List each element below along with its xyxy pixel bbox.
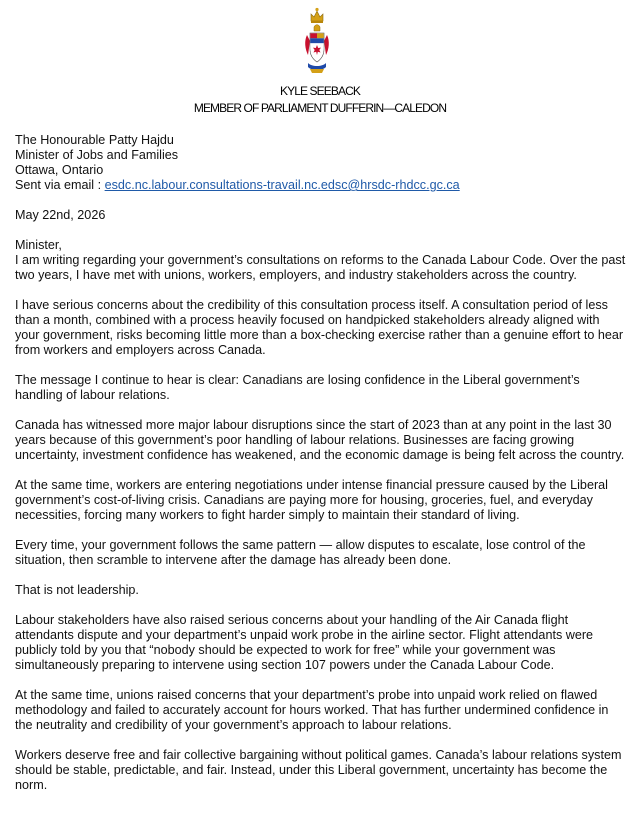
paragraph: Workers deserve free and fair collective bargaining without political games. Canada’s labour relations system should be stable, predictable, and fair. Instead, under this Liberal government, uncertainty has become the norm. xyxy=(15,748,622,792)
paragraph: I have serious concerns about the credibility of this consultation process itself. A consultation period of less than a month, combined with a process heavily focused on handpicked stakeholders already aligned with your government, risks becoming little more than a box-checking exercise rather than a genuine effort to hear from workers and employers across Canada. xyxy=(15,298,624,357)
paragraph: I am writing regarding your government’s consultations on reforms to the Canada Labour Code. Over the past two years, I have met with unions, workers, employers, and industry stakeholders across the country. xyxy=(15,253,626,282)
address-line: Ottawa, Ontario xyxy=(15,163,104,177)
salutation: Minister, xyxy=(15,238,62,252)
coat-of-arms-icon xyxy=(302,5,332,75)
letterhead xyxy=(0,83,640,117)
address-line: Minister of Jobs and Families xyxy=(15,148,179,162)
recipient-address xyxy=(15,133,627,193)
paragraph: Canada has witnessed more major labour disruptions since the start of 2023 than at any point in the last 30 years because of this government’s poor handling of labour relations. Businesses are facing growing uncertainty, investment confidence has weakened, and the economic damage is being felt across the country. xyxy=(15,418,625,462)
email-link[interactable]: esdc.nc.labour.consultations-travail.nc.edsc@hrsdc-rhdcc.gc.ca xyxy=(104,178,460,192)
letter-date: May 22nd, 2026 xyxy=(15,208,106,222)
paragraph: At the same time, workers are entering negotiations under intense financial pressure caused by the Liberal government’s cost-of-living crisis. Canadians are paying more for housing, groceries, fuel, and everyday necessities, forcing many workers to fight harder simply to maintain their standard of living. xyxy=(15,478,608,522)
paragraph: Every time, your government follows the same pattern — allow disputes to escalate, lose control of the situation, then scramble to intervene after the damage has already been done. xyxy=(15,538,586,567)
sender-title: MEMBER OF PARLIAMENT DUFFERIN—CALEDON xyxy=(193,101,447,115)
paragraph: That is not leadership. xyxy=(15,583,139,597)
paragraph: The message I continue to hear is clear: Canadians are losing confidence in the Liberal government’s handling of labour relations. xyxy=(15,373,580,402)
sent-via-label: Sent via email : xyxy=(15,178,105,192)
paragraph: At the same time, unions raised concerns that your department’s probe into unpaid work relied on flawed methodology and failed to accurately account for hours worked. That has further undermined confidence in the neutrality and credibility of your government’s approach to labour relations. xyxy=(15,688,609,732)
sender-name: KYLE SEEBACK xyxy=(280,84,360,98)
letter-body xyxy=(15,133,627,808)
paragraph: Labour stakeholders have also raised serious concerns about your handling of the Air Canada flight attendants dispute and your department’s unpaid work probe in the airline sector. Flight attendants were publicly told by you that “nobody should be expected to work for free” while your government was simultaneously preparing to intervene using section 107 powers under the Canada Labour Code. xyxy=(15,613,594,672)
sent-via-line xyxy=(15,178,627,193)
address-line: The Honourable Patty Hajdu xyxy=(15,133,174,147)
